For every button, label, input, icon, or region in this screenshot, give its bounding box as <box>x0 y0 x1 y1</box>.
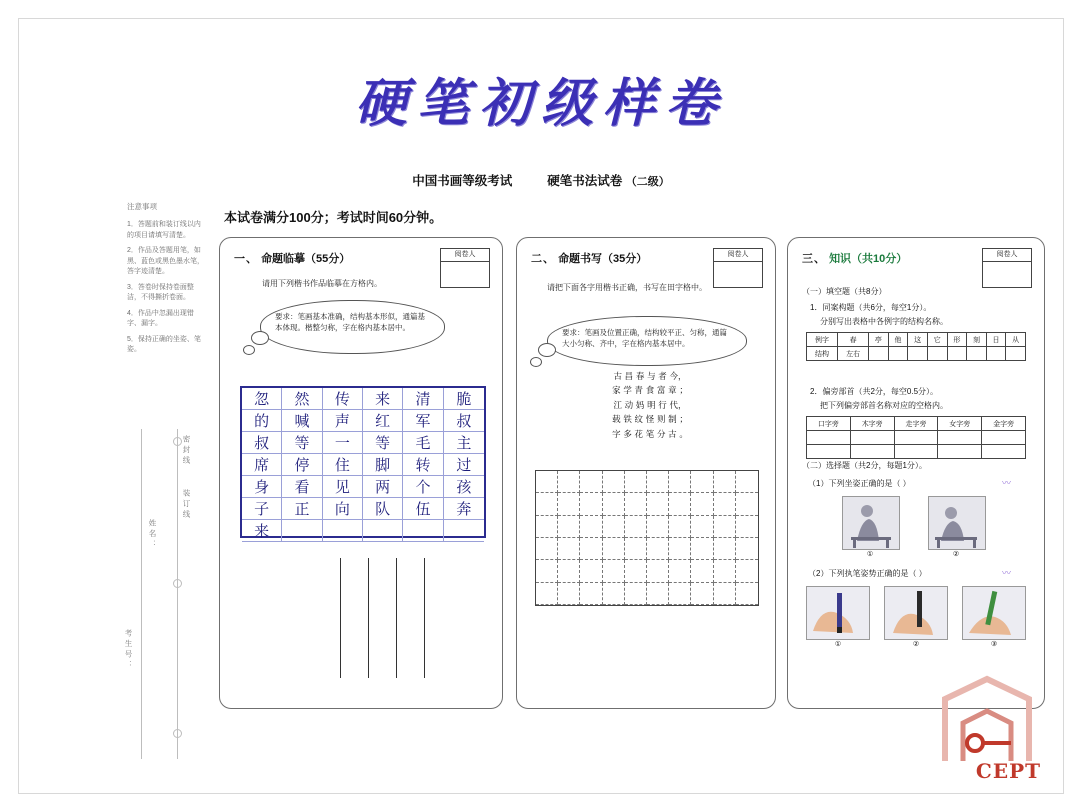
table-answer-cell[interactable] <box>888 347 908 361</box>
answer-cell[interactable] <box>603 516 625 538</box>
char-line: 字 多 花 笔 分 古 。 <box>612 429 688 440</box>
table-answer-cell[interactable] <box>850 431 894 445</box>
pen-grip-image-1 <box>806 586 870 640</box>
section-two-char-list <box>565 370 735 442</box>
answer-cell[interactable] <box>558 493 580 515</box>
handwriting-cell: 向 <box>323 498 363 520</box>
note-item: 3．答卷时保持卷面整洁，不得撕折卷面。 <box>127 283 194 302</box>
table-char-cell: 形 <box>947 333 967 347</box>
section-two-requirement-bubble: 要求：笔画及位置正确，结构较平正、匀称，通篇大小匀称、齐中，字在格内基本居中。 <box>547 316 747 366</box>
table-char-cell: 春 <box>838 333 869 347</box>
answer-cell[interactable] <box>691 493 713 515</box>
answer-cell[interactable] <box>736 471 758 493</box>
handwriting-cell: 一 <box>323 432 363 454</box>
handwriting-cell: 来 <box>363 388 403 410</box>
section-one-title: 命题临摹（55分） <box>261 253 351 265</box>
seal-dot-icon <box>173 579 182 588</box>
answer-cell[interactable] <box>647 560 669 582</box>
handwriting-cell: 子 <box>242 498 282 520</box>
handwriting-cell: 传 <box>323 388 363 410</box>
answer-cell[interactable] <box>625 516 647 538</box>
answer-cell[interactable] <box>669 560 691 582</box>
table-answer-cell[interactable]: 左右 <box>838 347 869 361</box>
answer-cell[interactable] <box>603 583 625 605</box>
char-line: 载 铁 纹 怪 则 制 ； <box>612 415 688 426</box>
handwriting-cell <box>282 520 322 542</box>
handwriting-cell: 叔 <box>444 410 484 432</box>
table-char-cell: 这 <box>908 333 928 347</box>
answer-cell[interactable] <box>669 471 691 493</box>
section-three-title: 知识（共10分） <box>829 253 908 265</box>
handwriting-cell: 过 <box>444 454 484 476</box>
table-header-cell: 例字 <box>807 333 838 347</box>
table-header-cell: 金字旁 <box>982 417 1026 431</box>
handwriting-cell: 见 <box>323 476 363 498</box>
table-answer-cell[interactable] <box>807 431 851 445</box>
handwriting-cell <box>403 520 443 542</box>
answer-cell[interactable] <box>558 560 580 582</box>
grader-box <box>982 248 1032 288</box>
cept-logo <box>927 665 1047 785</box>
note-item: 2．作品及答题用笔，如黑、蓝色或黑色墨水笔，答字迹清楚。 <box>127 247 204 276</box>
table-answer-cell[interactable] <box>938 445 982 459</box>
q1-1-subtext: 分别写出表格中各例字的结构名称。 <box>820 317 948 326</box>
posture-image-1 <box>842 496 900 550</box>
section-three-heading <box>802 250 907 266</box>
handwriting-cell: 住 <box>323 454 363 476</box>
section-two-answer-grid[interactable] <box>535 470 759 606</box>
q1-title: （一）填空题（共8分） <box>802 287 887 296</box>
handwriting-cell: 的 <box>242 410 282 432</box>
handwriting-cell: 正 <box>282 498 322 520</box>
answer-cell[interactable] <box>558 583 580 605</box>
answer-cell[interactable] <box>669 538 691 560</box>
pen-grip-caption: ③ <box>990 641 998 648</box>
answer-cell[interactable] <box>736 583 758 605</box>
answer-cell[interactable] <box>558 516 580 538</box>
handwriting-cell: 脚 <box>363 454 403 476</box>
table-char-cell: 从 <box>1006 333 1026 347</box>
table-answer-cell[interactable] <box>807 445 851 459</box>
table-char-cell: 他 <box>888 333 908 347</box>
answer-cell[interactable] <box>625 471 647 493</box>
section-one-panel <box>219 237 503 709</box>
radical-table[interactable] <box>806 416 1026 459</box>
answer-cell[interactable] <box>603 471 625 493</box>
table-header-cell: 木字旁 <box>850 417 894 431</box>
section-two-title: 命题书写（35分） <box>558 253 648 265</box>
table-header-cell: 走字旁 <box>894 417 938 431</box>
answer-cell[interactable] <box>558 538 580 560</box>
section-one-number: 一、 <box>234 253 258 265</box>
answer-cell[interactable] <box>580 516 602 538</box>
table-answer-cell[interactable] <box>927 347 947 361</box>
handwriting-cell: 红 <box>363 410 403 432</box>
pen-grip-illustration <box>807 587 869 639</box>
answer-cell[interactable] <box>603 560 625 582</box>
answer-cell[interactable] <box>625 583 647 605</box>
handwriting-cell: 脆 <box>444 388 484 410</box>
table-header-cell: 口字旁 <box>807 417 851 431</box>
char-line: 家 学 青 食 富 章 ； <box>612 386 688 397</box>
seal-dot-icon <box>173 729 182 738</box>
handwriting-cell: 看 <box>282 476 322 498</box>
answer-cell[interactable] <box>691 538 713 560</box>
pen-grip-image-3 <box>962 586 1026 640</box>
q1-1-text: 1．同案构题（共6分，每空1分）。 <box>810 303 932 312</box>
pen-grip-image-2 <box>884 586 948 640</box>
answer-cell[interactable] <box>714 583 736 605</box>
answer-cell[interactable] <box>625 560 647 582</box>
handwriting-cell: 喊 <box>282 410 322 432</box>
table-answer-cell[interactable] <box>982 431 1026 445</box>
table-char-cell: 日 <box>986 333 1006 347</box>
answer-cell[interactable] <box>691 583 713 605</box>
answer-cell[interactable] <box>536 516 558 538</box>
structure-table[interactable] <box>806 332 1026 361</box>
answer-cell[interactable] <box>669 493 691 515</box>
answer-cell[interactable] <box>736 538 758 560</box>
handwriting-cell: 军 <box>403 410 443 432</box>
answer-cell[interactable] <box>558 471 580 493</box>
answer-cell[interactable] <box>647 583 669 605</box>
exam-paper-page <box>18 18 1064 794</box>
pen-grip-caption: ② <box>912 641 920 648</box>
section-two-number: 二、 <box>531 253 555 265</box>
handwriting-cell: 个 <box>403 476 443 498</box>
answer-cell[interactable] <box>536 560 558 582</box>
answer-cell[interactable] <box>603 493 625 515</box>
seal-label-top: 密封线 <box>182 435 191 467</box>
answer-cell[interactable] <box>580 560 602 582</box>
seal-line-area <box>119 429 209 759</box>
section-two-heading <box>531 250 647 266</box>
q1-2-text: 2．偏旁部首（共2分，每空0.5分）。 <box>810 387 939 396</box>
q2-title: （二）选择题（共2分，每题1分）。 <box>802 461 927 470</box>
answer-cell[interactable] <box>714 471 736 493</box>
section-one-heading <box>234 250 350 266</box>
answer-cell[interactable] <box>691 471 713 493</box>
table-answer-cell[interactable] <box>982 445 1026 459</box>
answer-cell[interactable] <box>736 560 758 582</box>
handwriting-cell: 等 <box>282 432 322 454</box>
answer-cell[interactable] <box>647 516 669 538</box>
table-answer-cell[interactable] <box>894 431 938 445</box>
grader-label: 阅卷人 <box>714 249 762 262</box>
answer-cell[interactable] <box>714 538 736 560</box>
handwriting-cell: 停 <box>282 454 322 476</box>
handwriting-cell: 奔 <box>444 498 484 520</box>
table-answer-cell[interactable] <box>850 445 894 459</box>
handwriting-cell: 席 <box>242 454 282 476</box>
handwriting-cell: 清 <box>403 388 443 410</box>
pen-grip-illustration <box>885 587 947 639</box>
handwriting-cell: 主 <box>444 432 484 454</box>
handwriting-cell: 来 <box>242 520 282 542</box>
grader-label: 阅卷人 <box>441 249 489 262</box>
handwriting-cell: 伍 <box>403 498 443 520</box>
subtitle <box>19 171 1063 189</box>
answer-cell[interactable] <box>580 583 602 605</box>
table-char-cell: 它 <box>927 333 947 347</box>
handwriting-sample-box <box>240 386 486 538</box>
answer-blank-squiggle-icon: 〰 <box>1002 568 1012 578</box>
note-item: 4．作品中忽漏出现错字、漏字。 <box>127 309 194 328</box>
q1-2-subtext: 把下列偏旁部首名称对应的空格内。 <box>820 401 948 410</box>
score-time-line: 本试卷满分100分；考试时间60分钟。 <box>224 210 443 225</box>
vertical-name-field: 姓名： <box>148 519 157 551</box>
answer-cell[interactable] <box>691 560 713 582</box>
handwriting-cell: 毛 <box>403 432 443 454</box>
logo-text: CEPT <box>975 759 1041 783</box>
q2-2-text: （2）下列执笔姿势正确的是（ ） <box>808 569 927 578</box>
answer-cell[interactable] <box>736 516 758 538</box>
page-title: 硬笔初级样卷 <box>354 73 727 134</box>
answer-cell[interactable] <box>647 471 669 493</box>
pen-grip-illustration <box>963 587 1025 639</box>
subtitle-org: 中国书画等级考试 <box>412 174 513 188</box>
answer-cell[interactable] <box>625 493 647 515</box>
posture-caption: ① <box>866 551 874 558</box>
handwriting-cell: 声 <box>323 410 363 432</box>
answer-cell[interactable] <box>603 538 625 560</box>
posture-caption: ② <box>952 551 960 558</box>
answer-cell[interactable] <box>669 583 691 605</box>
note-item: 5．保持正确的坐姿、笔姿。 <box>127 335 201 354</box>
table-answer-cell[interactable] <box>1006 347 1026 361</box>
handwriting-cell: 然 <box>282 388 322 410</box>
answer-cell[interactable] <box>714 560 736 582</box>
vertical-writing-rules <box>340 558 424 678</box>
sitting-posture-illustration <box>843 497 899 549</box>
handwriting-cell: 叔 <box>242 432 282 454</box>
grader-label: 阅卷人 <box>983 249 1031 262</box>
table-answer-cell[interactable] <box>894 445 938 459</box>
table-answer-cell[interactable] <box>947 347 967 361</box>
handwriting-cell <box>444 520 484 542</box>
section-two-instruction: 请把下面各字用楷书正确，书写在田字格中。 <box>547 283 707 292</box>
handwriting-cell: 队 <box>363 498 403 520</box>
table-header-cell: 结构 <box>807 347 838 361</box>
answer-cell[interactable] <box>536 538 558 560</box>
table-char-cell: 亭 <box>869 333 889 347</box>
seal-line-left <box>141 429 142 759</box>
answer-cell[interactable] <box>536 471 558 493</box>
handwriting-cell: 忽 <box>242 388 282 410</box>
answer-cell[interactable] <box>714 516 736 538</box>
answer-cell[interactable] <box>714 493 736 515</box>
note-item: 1．答题前和装订线以内的项目请填写清楚。 <box>127 221 201 239</box>
section-two-panel <box>516 237 776 709</box>
table-answer-cell[interactable] <box>967 347 987 361</box>
seal-line-right <box>177 429 178 759</box>
sitting-posture-illustration <box>929 497 985 549</box>
answer-cell[interactable] <box>536 583 558 605</box>
answer-cell[interactable] <box>647 538 669 560</box>
table-header-cell: 女字旁 <box>938 417 982 431</box>
table-answer-cell[interactable] <box>869 347 889 361</box>
subtitle-level: （二级） <box>625 176 670 188</box>
handwriting-cell <box>363 520 403 542</box>
q2-1-text: （1）下列坐姿正确的是（ ） <box>808 479 911 488</box>
section-one-instruction: 请用下列楷书作品临摹在方格内。 <box>262 279 382 288</box>
section-three-panel <box>787 237 1045 709</box>
handwriting-cell: 孩 <box>444 476 484 498</box>
vertical-id-field: 考生号： <box>124 629 133 671</box>
handwriting-cell: 等 <box>363 432 403 454</box>
answer-cell[interactable] <box>536 493 558 515</box>
section-three-number: 三、 <box>802 253 826 265</box>
section-one-requirement-bubble: 要求：笔画基本准确，结构基本形似，通篇基本体现。楷整匀称，字在格内基本居中。 <box>260 300 445 354</box>
answer-cell[interactable] <box>736 493 758 515</box>
char-line: 江 动 妈 明 行 代， <box>613 400 687 411</box>
handwriting-cell: 转 <box>403 454 443 476</box>
answer-cell[interactable] <box>691 516 713 538</box>
table-answer-cell[interactable] <box>986 347 1006 361</box>
posture-image-2 <box>928 496 986 550</box>
notes-title: 注意事项 <box>127 202 157 211</box>
pen-grip-caption: ① <box>834 641 842 648</box>
char-line: 古 昌 春 与 者 今， <box>613 372 687 382</box>
answer-blank-squiggle-icon: 〰 <box>1002 478 1012 488</box>
table-answer-cell[interactable] <box>938 431 982 445</box>
handwriting-cell: 两 <box>363 476 403 498</box>
handwriting-cell <box>323 520 363 542</box>
answer-cell[interactable] <box>625 538 647 560</box>
table-char-cell: 刻 <box>967 333 987 347</box>
answer-cell[interactable] <box>580 493 602 515</box>
handwriting-cell: 身 <box>242 476 282 498</box>
subtitle-paper: 硬笔书法试卷 <box>547 174 623 188</box>
seal-label-mid: 装订线 <box>182 489 191 521</box>
answer-cell[interactable] <box>580 538 602 560</box>
answer-cell[interactable] <box>669 516 691 538</box>
answer-cell[interactable] <box>647 493 669 515</box>
table-answer-cell[interactable] <box>908 347 928 361</box>
answer-cell[interactable] <box>580 471 602 493</box>
